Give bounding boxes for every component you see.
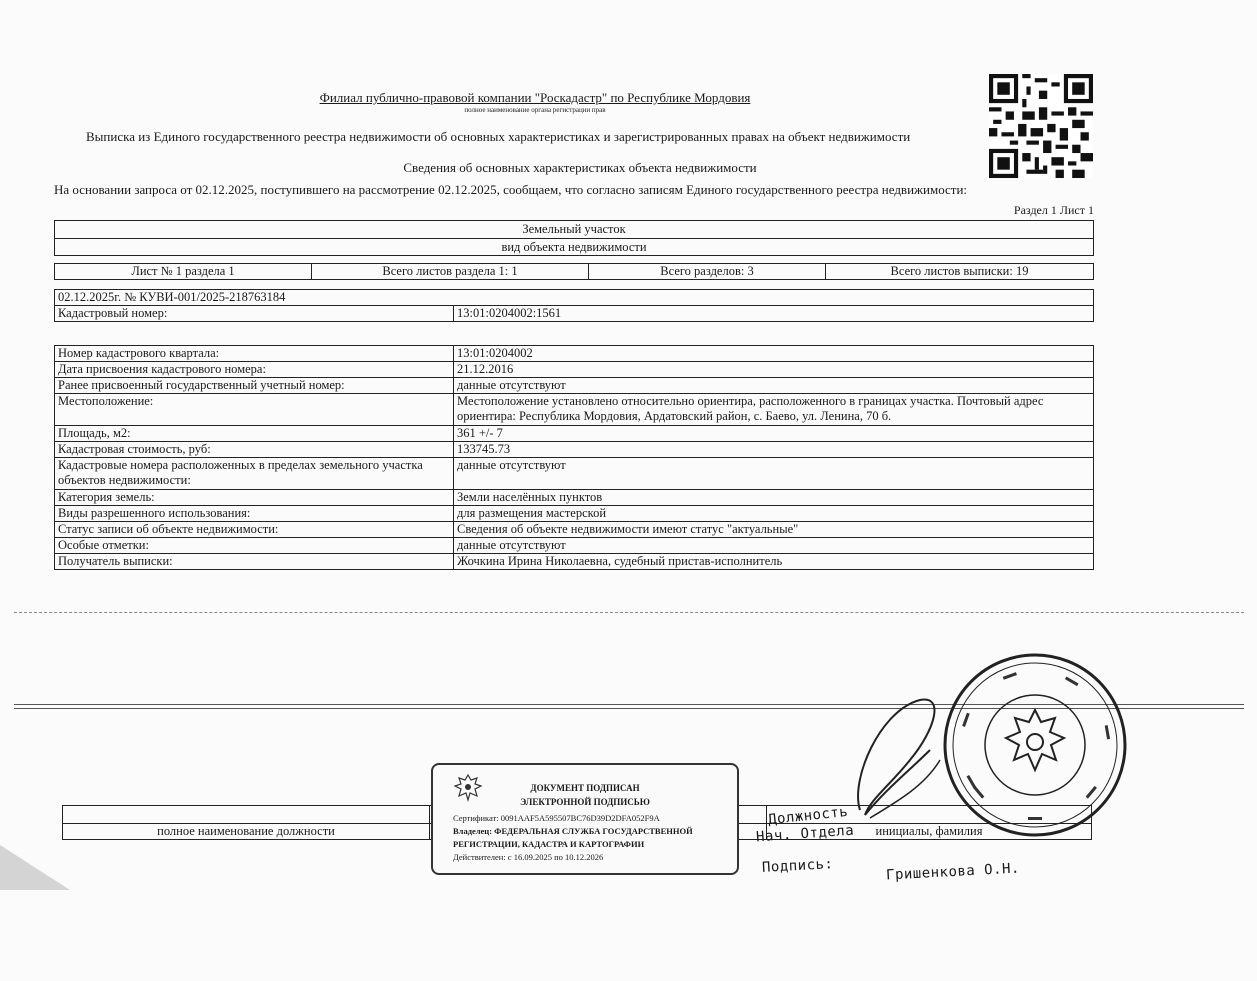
scan-artifact xyxy=(0,845,80,895)
row-value: 13:01:0204002 xyxy=(454,346,1094,362)
table-row xyxy=(55,394,1094,426)
hand-sign-label: Подпись: xyxy=(761,856,834,876)
total-sheets: Всего листов выписки: 19 xyxy=(826,264,1094,280)
row-value: данные отсутствуют xyxy=(454,458,1094,490)
row-label: Виды разрешенного использования: xyxy=(55,506,454,522)
stamp-validity: Действителен: с 16.09.2025 по 10.12.2026 xyxy=(453,852,604,862)
organization-caption: полное наименование органа регистрации прав xyxy=(464,106,606,114)
object-type-caption: вид объекта недвижимости xyxy=(501,240,647,254)
stamp-owner-2: РЕГИСТРАЦИИ, КАДАСТРА И КАРТОГРАФИИ xyxy=(453,839,645,849)
record-table xyxy=(54,289,1094,322)
row-label: Кадастровые номера расположенных в пределах земельного участка объектов недвижимости: xyxy=(55,458,454,490)
hand-dept: Нач. Отдела xyxy=(755,822,855,846)
row-label: Ранее присвоенный государственный учетный номер: xyxy=(55,378,454,394)
stamp-owner-1: Владелец: ФЕДЕРАЛЬНАЯ СЛУЖБА ГОСУДАРСТВЕННОЙ xyxy=(453,826,693,836)
record-date-number: 02.12.2025г. № КУВИ-001/2025-218763184 xyxy=(55,290,1094,306)
stamp-title-2: ЭЛЕКТРОННОЙ ПОДПИСЬЮ xyxy=(520,797,650,807)
electronic-signature-stamp xyxy=(431,763,739,875)
row-label: Номер кадастрового квартала: xyxy=(55,346,454,362)
sheet-number: Лист № 1 раздела 1 xyxy=(55,264,312,280)
table-row xyxy=(55,506,1094,522)
row-value: данные отсутствуют xyxy=(454,378,1094,394)
row-label: Дата присвоения кадастрового номера: xyxy=(55,362,454,378)
row-value: данные отсутствуют xyxy=(454,538,1094,554)
row-label: Статус записи об объекте недвижимости: xyxy=(55,522,454,538)
divider xyxy=(14,612,1244,613)
row-value: 361 +/- 7 xyxy=(454,426,1094,442)
official-seal xyxy=(940,650,1130,840)
table-row xyxy=(55,522,1094,538)
object-type-box xyxy=(54,220,1094,256)
sheets-in-section: Всего листов раздела 1: 1 xyxy=(312,264,589,280)
row-label: Кадастровая стоимость, руб: xyxy=(55,442,454,458)
cadastral-value: 13:01:0204002:1561 xyxy=(454,306,1094,322)
row-label: Площадь, м2: xyxy=(55,426,454,442)
qr-code-icon xyxy=(988,74,1094,178)
row-label: Особые отметки: xyxy=(55,538,454,554)
row-label: Категория земель: xyxy=(55,490,454,506)
section-title: Сведения об основных характеристиках объекта недвижимости xyxy=(403,160,757,175)
table-row xyxy=(55,554,1094,570)
table-row xyxy=(55,442,1094,458)
table-row xyxy=(55,426,1094,442)
table-row xyxy=(55,378,1094,394)
sheet-info-table xyxy=(54,263,1094,280)
row-value: для размещения мастерской xyxy=(454,506,1094,522)
cadastral-label: Кадастровый номер: xyxy=(55,306,454,322)
table-row xyxy=(55,362,1094,378)
row-label: Местоположение: xyxy=(55,394,454,426)
table-row xyxy=(55,346,1094,362)
attributes-table xyxy=(54,345,1094,570)
request-line: На основании запроса от 02.12.2025, поступившего на рассмотрение 02.12.2025, сообщаем, что согласно записям Единого государственного реестра недвижимости: xyxy=(54,182,968,197)
stamp-certificate: Сертификат: 0091AAF5A595507BC76D39D2DFA052F9A xyxy=(453,813,660,823)
table-row xyxy=(55,538,1094,554)
table-row xyxy=(55,458,1094,490)
document-title: Выписка из Единого государственного реестра недвижимости об основных характеристиках и зарегистрированных правах на объект недвижимости xyxy=(86,129,911,144)
row-value: Земли населённых пунктов xyxy=(454,490,1094,506)
total-sections: Всего разделов: 3 xyxy=(589,264,826,280)
initials-caption: инициалы, фамилия xyxy=(767,824,1092,840)
hand-position: Должность xyxy=(767,803,849,829)
position-cell xyxy=(63,806,430,824)
organization-name: Филиал публично-правовой компании "Роскадастр" по Республике Мордовия xyxy=(319,90,751,105)
row-value: Жочкина Ирина Николаевна, судебный пристав-исполнитель xyxy=(454,554,1094,570)
hand-name: Гришенкова О.Н. xyxy=(885,860,1021,884)
stamp-title-1: ДОКУМЕНТ ПОДПИСАН xyxy=(530,783,640,793)
row-value: 21.12.2016 xyxy=(454,362,1094,378)
row-value: Местоположение установлено относительно ориентира, расположенного в границах участка. Почтовый адрес ориентира: Республика Мордовия, Ардатовский район, с. Баево, ул. Ленина, 70 б. xyxy=(454,394,1094,426)
position-caption: полное наименование должности xyxy=(63,824,430,840)
row-label: Получатель выписки: xyxy=(55,554,454,570)
section-sheet: Раздел 1 Лист 1 xyxy=(1013,203,1094,217)
row-value: 133745.73 xyxy=(454,442,1094,458)
object-type: Земельный участок xyxy=(55,221,1093,239)
row-value: Сведения об объекте недвижимости имеют статус "актуальные" xyxy=(454,522,1094,538)
table-row xyxy=(55,490,1094,506)
